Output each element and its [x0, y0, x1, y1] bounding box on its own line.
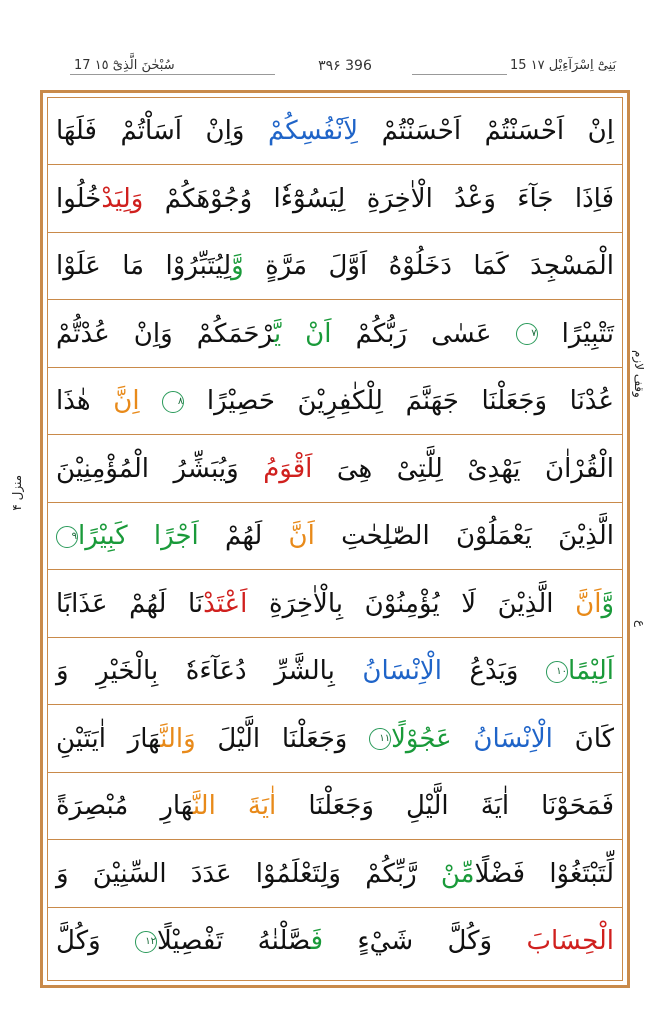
- ruku-marker: ع: [634, 620, 648, 628]
- line-separator: [48, 907, 622, 908]
- verse-segment: بِالشَّرِّ دُعَآءَهٗ بِالْخَيْرِ وَ: [56, 656, 363, 686]
- waqf-marker: وقف لازم: [632, 350, 646, 398]
- verse-line: [48, 775, 622, 837]
- verse-line: [48, 640, 622, 702]
- verse-segment: عُدْنَا: [547, 386, 614, 416]
- verse-segment: عَجُوْلًا: [391, 723, 474, 754]
- verse-segment: اَنَّ: [575, 588, 602, 619]
- verse-segment: اِنَّ: [113, 386, 163, 416]
- verse-line: [48, 505, 622, 567]
- line-separator: [48, 704, 622, 705]
- verse-segment: اِنْ اَحْسَنْتُمْ اَحْسَنْتُمْ: [358, 116, 614, 146]
- page-number: [280, 58, 410, 86]
- ayah-number-marker: ٩: [56, 526, 78, 548]
- ayah-number-marker: ١٢: [135, 931, 157, 953]
- verse-segment: الْمَسْجِدَ كَمَا دَخَلُوْهُ اَوَّلَ مَرَّةٍ: [243, 251, 614, 281]
- verse-segment: لِّتَبْتَغُوْا فَضْلًا: [474, 858, 614, 889]
- verse-segment: الْقُرْاٰنَ يَهْدِىْ لِلَّتِىْ هِىَ: [312, 453, 614, 484]
- ayah-number-marker: ٨: [162, 391, 184, 413]
- verse-segment: رْحَمَكُمْ وَاِنْ عُدْتُّمْ: [56, 318, 274, 349]
- page-number-urdu: ۳۹۶: [318, 58, 341, 74]
- verse-segment: اٰيَةَ النَّ: [192, 791, 277, 821]
- verse-segment: وَّ: [231, 251, 244, 281]
- verse-segment: الْحِسَابَ: [492, 926, 615, 956]
- verse-segment: مِّنْ: [440, 858, 475, 889]
- ayah-number-marker: ١٠: [546, 661, 568, 683]
- verse-segment: وَكُلَّ: [56, 926, 135, 956]
- verse-line: [48, 573, 622, 635]
- verse-segment: فَ: [310, 926, 324, 956]
- verse-line: [48, 370, 622, 432]
- verse-line: [48, 235, 622, 297]
- verse-line: [48, 708, 622, 770]
- line-separator: [48, 434, 622, 435]
- verse-segment: اَنَّ: [288, 521, 315, 551]
- verse-line: [48, 843, 622, 905]
- header-rule-right: [412, 74, 507, 75]
- verse-segment: صَّلْنٰهُ تَفْصِيْلًا: [157, 926, 311, 956]
- ayah-number-marker: ٧: [516, 323, 538, 345]
- verse-segment: اَجْرًا كَبِيْرًا: [78, 521, 199, 551]
- verse-segment: وَاِنْ اَسَاْتُمْ فَلَهَا: [56, 116, 268, 146]
- verse-line: [48, 303, 622, 365]
- verse-segment: هَارَ اٰيَتَيْنِ: [56, 723, 161, 754]
- verse-segment: الَّذِيْنَ لَا يُؤْمِنُوْنَ بِالْاٰخِرَةِ: [247, 588, 576, 619]
- verse-segment: لَهُمْ: [198, 521, 289, 551]
- verse-segment: لِاَنْفُسِكُمْ: [267, 116, 359, 146]
- header-right: 15 بَنِیْٓ اِسْرَآءِیْل ١٧: [510, 58, 617, 73]
- verse-segment: وَلِيَدْ: [101, 183, 144, 214]
- verse-segment: لِيُتَبِّرُوْا مَا عَلَوْا: [56, 251, 232, 281]
- verse-segment: هٰذَا: [56, 386, 114, 416]
- line-separator: [48, 232, 622, 233]
- line-separator: [48, 569, 622, 570]
- line-separator: [48, 839, 622, 840]
- verse-segment: تَتْبِيْرًا: [537, 318, 615, 349]
- verse-segment: فَمَحَوْنَا اٰيَةَ الَّيْلِ وَجَعَلْنَا: [276, 791, 615, 821]
- verse-segment: رَّبِّكُمْ وَلِتَعْلَمُوْا عَدَدَ السِّنِيْنَ وَ: [56, 858, 441, 889]
- verse-segment: عَسٰى رَبُّكُمْ: [331, 318, 516, 349]
- verse-segment: خُلُوا: [56, 183, 102, 214]
- verse-segment: هَارِ مُبْصِرَةً: [56, 791, 193, 821]
- ayah-number-marker: ١١: [369, 728, 391, 750]
- verse-segment: وَالنَّ: [160, 723, 196, 754]
- verse-segment: وَجَعَلْنَا جَهَنَّمَ لِلْكٰفِرِيْنَ حَصِيْرًا: [184, 386, 547, 416]
- verse-segment: اَقْوَمُ: [263, 453, 313, 484]
- verse-segment: وَيَدْعُ: [441, 656, 547, 686]
- page-number-latin: 396: [345, 58, 372, 74]
- verse-segment: الَّذِيْنَ يَعْمَلُوْنَ الصّٰلِحٰتِ: [314, 521, 614, 551]
- verse-segment: وَيُبَشِّرُ الْمُؤْمِنِيْنَ: [56, 453, 264, 484]
- line-separator: [48, 299, 622, 300]
- line-separator: [48, 502, 622, 503]
- verse-segment: الْاِنْسَانُ: [473, 723, 553, 754]
- line-separator: [48, 772, 622, 773]
- verse-segment: اَلِيْمًا: [568, 656, 614, 686]
- header-rule-left: [70, 74, 275, 75]
- verse-line: [48, 910, 622, 972]
- verse-line: [48, 438, 622, 500]
- verse-segment: وَكُلَّ شَيْءٍ: [323, 926, 493, 956]
- verse-segment: فَاِذَا جَآءَ وَعْدُ الْاٰخِرَةِ لِيَسُوْٓءٗا وُجُوْهَكُمْ: [143, 183, 614, 214]
- line-separator: [48, 164, 622, 165]
- verse-line: [48, 100, 622, 162]
- line-separator: [48, 637, 622, 638]
- verse-segment: اَنْ يَّ: [273, 318, 332, 349]
- verse-line: [48, 168, 622, 230]
- manzil-marker: منزل ۴: [10, 475, 24, 511]
- header-left: 17 سُبْحٰنَ الَّذِیْٓ ١٥: [74, 58, 175, 73]
- verse-segment: كَانَ: [552, 723, 614, 754]
- verse-segment: وَّ: [601, 588, 614, 619]
- verse-segment: اَعْتَدْ: [203, 588, 248, 619]
- verse-segment: نَا لَهُمْ عَذَابًا: [56, 588, 204, 619]
- verse-segment: الْاِنْسَانُ: [362, 656, 442, 686]
- verse-segment: وَجَعَلْنَا الَّيْلَ: [195, 723, 370, 754]
- line-separator: [48, 367, 622, 368]
